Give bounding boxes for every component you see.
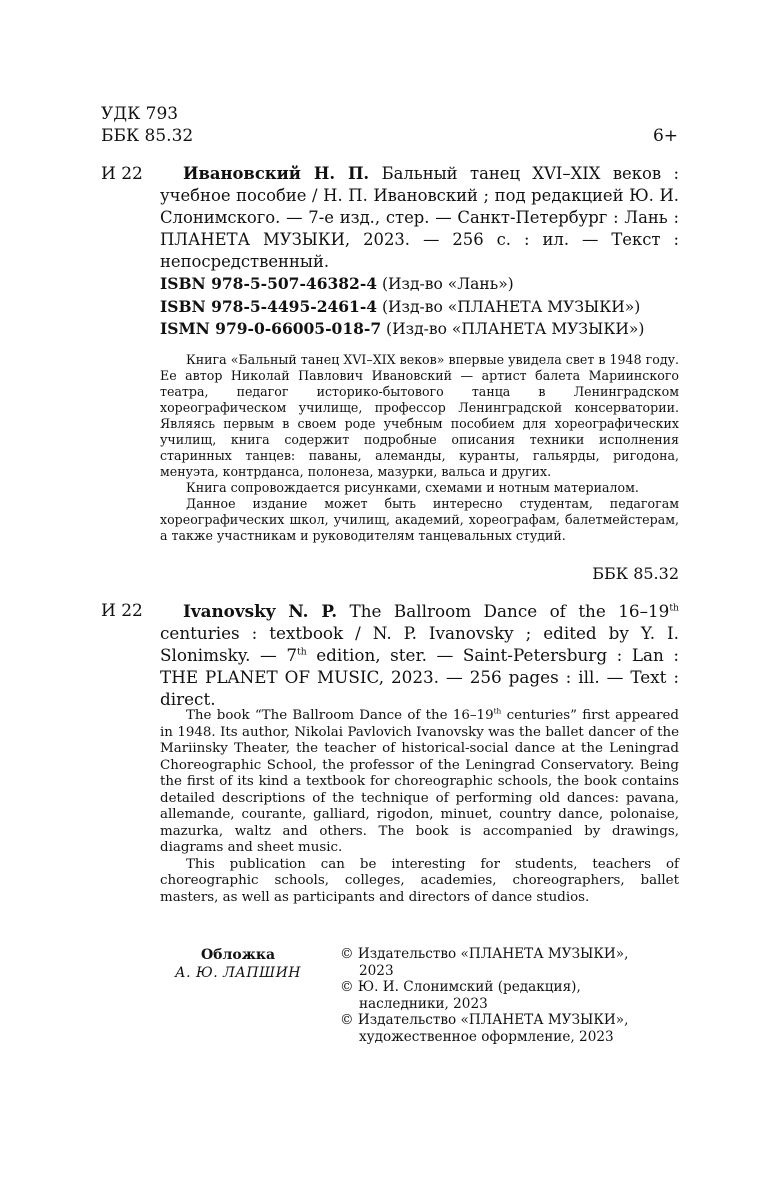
author-mark: И 22 <box>101 164 143 184</box>
superscript: th <box>493 706 502 716</box>
russian-bibliographic-entry <box>101 163 679 273</box>
cover-label: Обложка <box>200 947 276 963</box>
age-rating: 6+ <box>652 126 678 146</box>
entry-title: The Ballroom Dance of the 16–19 <box>349 601 670 621</box>
superscript: th <box>297 646 307 658</box>
entry-description: centuries : textbook / N. P. Ivanovsky ; edited by Y. I. Slonimsky. — 7 <box>160 623 679 665</box>
isbn-block <box>160 273 644 341</box>
entry-author: Ивановский Н. П. <box>183 164 370 183</box>
annotation-paragraph: This publication can be interesting for students, teachers of choreographic schools, colleges, academies, choreographers, ballet masters, as well as participants and directors of dance studios. <box>160 856 679 905</box>
superscript: th <box>669 602 679 614</box>
isbn-publisher: (Изд-во «Лань») <box>381 275 514 293</box>
author-mark: И 22 <box>101 601 143 621</box>
annotation-text: The book “The Ballroom Dance of the 16–19 <box>186 708 494 723</box>
annotation-paragraph: Книга «Бальный танец XVI–XIX веков» впервые увидела свет в 1948 году. Ее автор Николай Павлович Ивановский — артист балета Мариинского театра, педагог историко-бытового танца в Ленинградском хореографическом училище, профессор Ленинградской консерватории. Являясь первым в своем роде учебным пособием для хореографических училищ, книга содержит подробные описания техники исполнения старинных танцев: паваны, алеманды, куранты, гальярды, ригодона, менуэта, контрданса, полонеза, мазурки, вальса и других. <box>160 352 679 479</box>
udk-code: УДК 793 <box>101 104 179 124</box>
cover-artist: А. Ю. ЛАПШИН <box>175 965 301 981</box>
isbn-row <box>160 273 644 296</box>
annotation-paragraph <box>160 708 679 857</box>
copyright-line: © Издательство «ПЛАНЕТА МУЗЫКИ», 2023 <box>340 946 629 979</box>
bbk-code: ББК 85.32 <box>101 126 194 146</box>
russian-annotation <box>160 352 679 544</box>
english-bibliographic-entry <box>101 600 679 710</box>
isbn-code: ISBN 978-5-4495-2461-4 <box>160 296 378 316</box>
isbn-code: ISBN 978-5-507-46382-4 <box>160 274 378 293</box>
annotation-paragraph: Книга сопровождается рисунками, схемами и нотным материалом. <box>186 480 639 495</box>
ismn-code: ISMN 979-0-66005-018-7 <box>160 319 382 338</box>
english-annotation <box>160 708 679 906</box>
entry-description: Бальный танец XVI–XIX веков : учебное пособие / Н. П. Ивановский ; под редакцией Ю. И. Слонимского. — 7-е изд., стер. — Санкт-Петербург : Лань : ПЛАНЕТА МУЗЫКИ, 2023. — 256 с. : ил. — Текст : непосредственный. <box>160 164 680 271</box>
copyright-line: © Издательство «ПЛАНЕТА МУЗЫКИ», художественное оформление, 2023 <box>340 1012 629 1045</box>
annotation-text: centuries” first appeared in 1948. Its author, Nikolai Pavlovich Ivanovsky was the ballet dancer of the Mariinsky Theater, the teacher of historical-social dance at the Leningrad Choreographic School, the professor of the Leningrad Conservatory. Being the first of its kind a textbook for choreographic schools, the book contains detailed descriptions of the technique of performing old dances: pavana, allemande, courante, galliard, rigodon, minuet, country dance, polonaise, mazurka, waltz and others. The book is accompanied by drawings, diagrams and sheet music. <box>160 708 679 855</box>
entry-text <box>160 163 679 273</box>
entry-description: edition, ster. — Saint-Petersburg : Lan : THE PLANET OF MUSIC, 2023. — 256 pages : ill. — Text : direct. <box>160 645 680 709</box>
annotation-paragraph: Данное издание может быть интересно студентам, педагогам хореографических школ, училищ, академий, хореографам, балетмейстерам, а также участникам и руководителям танцевальных студий. <box>160 496 679 543</box>
bbk-code-right: ББК 85.32 <box>592 564 679 583</box>
cover-credit <box>168 946 308 982</box>
copyright-block <box>340 946 660 1045</box>
classification-codes <box>101 103 193 147</box>
ismn-publisher: (Изд-во «ПЛАНЕТА МУЗЫКИ») <box>386 320 645 338</box>
isbn-row <box>160 296 644 319</box>
ismn-row <box>160 318 644 341</box>
copyright-line: © Ю. И. Слонимский (редакция), наследники, 2023 <box>340 979 581 1012</box>
isbn-publisher: (Изд-во «ПЛАНЕТА МУЗЫКИ») <box>381 297 641 316</box>
entry-author: Ivanovsky N. P. <box>183 601 338 621</box>
entry-text <box>160 600 679 710</box>
